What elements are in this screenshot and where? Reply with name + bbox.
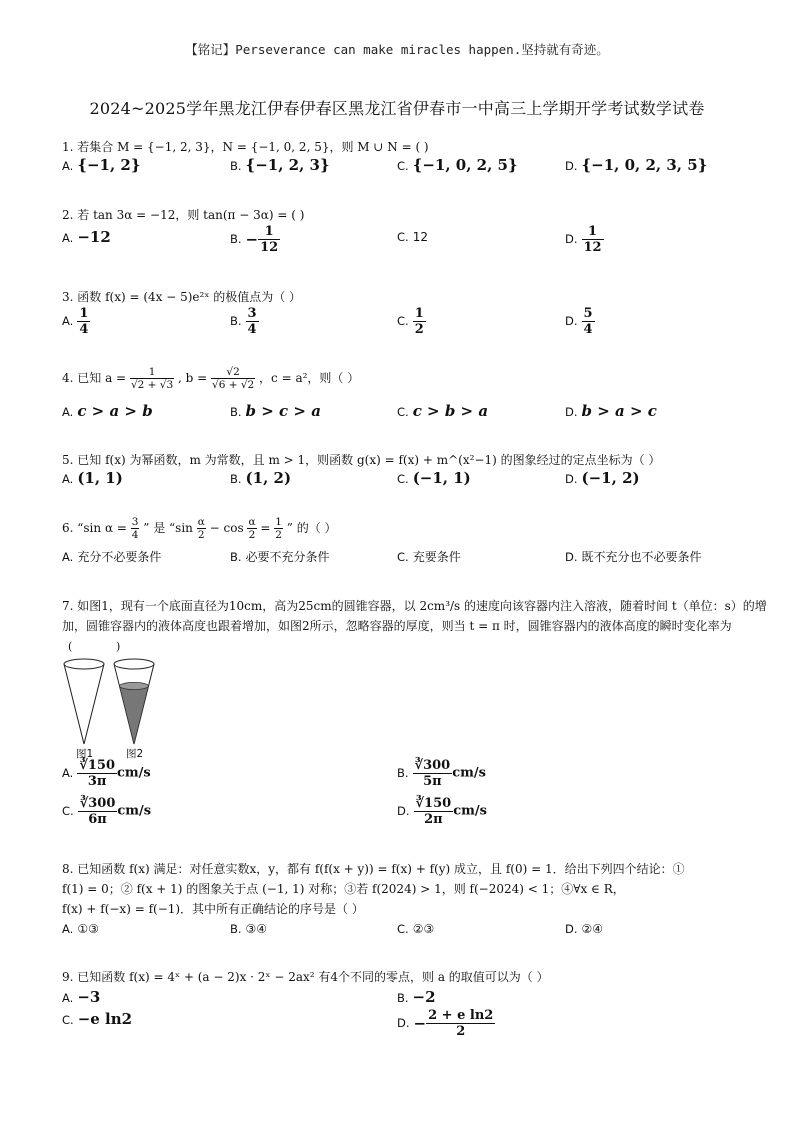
question-7-stem-line-2: 加，圆锥容器内的液体高度也跟着增加，如图2所示，忽略容器的厚度，则当 t = π 时，圆锥容器内的液体高度的瞬时变化率为 <box>62 619 732 633</box>
option-c[interactable]: C. $\frac{1}{2}$ <box>397 306 424 337</box>
question-4-options <box>62 402 752 442</box>
fraction: $\frac{1}{12}$ <box>260 224 279 255</box>
option-a[interactable]: A. (1, 1) <box>62 469 123 487</box>
question-3-options <box>62 306 752 346</box>
option-b[interactable]: B. 必要不充分条件 <box>230 550 330 564</box>
question-5-options <box>62 469 752 509</box>
option-d[interactable]: D. ②④ <box>565 922 604 936</box>
figure-2-caption: 图2 <box>126 748 144 760</box>
option-d[interactable]: D. $\frac{1}{12}$ <box>565 224 602 255</box>
answer-paren-close: ) <box>116 640 121 653</box>
fraction: $\frac{\alpha}{2}$ <box>197 516 205 541</box>
option-c[interactable]: C. −e ln2 <box>62 1010 133 1028</box>
option-a[interactable]: A. −3 <box>62 988 101 1006</box>
cone-diagram <box>62 656 162 750</box>
question-6-options <box>62 548 752 588</box>
fraction: $\frac{√2}{√6 + √2}$ <box>212 366 255 391</box>
fraction: $\frac{∛300}{5\pi}$ <box>414 758 451 789</box>
question-4 <box>62 366 752 420</box>
option-d[interactable]: D. 既不充分也不必要条件 <box>565 550 702 564</box>
question-8-stem-line-3: f(x) + f(−x) = f(−1)．其中所有正确结论的序号是（ ） <box>62 902 364 916</box>
fraction: $\frac{1}{2}$ <box>414 306 424 337</box>
option-c[interactable]: C. (−1, 1) <box>397 469 471 487</box>
question-6 <box>62 516 752 564</box>
option-a[interactable]: A. $\frac{1}{4}$ <box>62 306 89 337</box>
question-1-stem: 1. 若集合 M = {−1, 2, 3}，N = {−1, 0, 2, 5}，则 M ∪ N = ( ) <box>62 140 429 154</box>
option-b[interactable]: B. b > c > a <box>230 402 321 420</box>
question-4-stem: 4. 已知 a = $\frac{1}{√2 + √3}$ , b = $\frac{√2}{√6 + √2}$ ，c = a²，则（ ） <box>62 366 360 391</box>
option-c[interactable]: C. c > b > a <box>397 402 489 420</box>
question-7-options <box>62 758 752 838</box>
option-b[interactable]: B. $\frac{∛300}{5\pi}$ cm/s <box>397 758 486 789</box>
fraction: $\frac{1}{2}$ <box>275 516 282 541</box>
question-2 <box>62 206 752 255</box>
fraction: $\frac{∛300}{6\pi}$ <box>79 796 116 827</box>
option-a[interactable]: A. {−1, 2} <box>62 156 141 174</box>
cone-figure-1 <box>64 659 104 744</box>
question-9 <box>62 968 752 1039</box>
option-b[interactable]: B. −2 <box>397 988 436 1006</box>
answer-paren-open: ( <box>68 640 73 653</box>
option-b[interactable]: B. ③④ <box>230 922 268 936</box>
question-7 <box>62 597 767 633</box>
cone-figure-2 <box>114 659 154 744</box>
option-d[interactable]: D. $\frac{∛150}{2\pi}$ cm/s <box>397 796 487 827</box>
cone-figures <box>62 640 162 760</box>
fraction: $\frac{∛150}{3\pi}$ <box>79 758 116 789</box>
option-d[interactable]: D. b > a > c <box>565 402 657 420</box>
question-9-options <box>62 986 752 1066</box>
question-9-stem: 9. 已知函数 f(x) = 4ˣ + (a − 2)x · 2ˣ − 2ax² 有4个不同的零点，则 a 的取值可以为（ ） <box>62 970 549 984</box>
question-2-stem: 2. 若 tan 3α = −12，则 tan(π − 3α) = ( ) <box>62 208 305 222</box>
question-2-options <box>62 224 752 264</box>
option-b[interactable]: B. (1, 2) <box>230 469 292 487</box>
question-8-options <box>62 920 752 960</box>
option-c[interactable]: C. $\frac{∛300}{6\pi}$ cm/s <box>62 796 152 827</box>
option-a[interactable]: A. c > a > b <box>62 402 153 420</box>
page-title: 2024~2025学年黑龙江伊春伊春区黑龙江省伊春市一中高三上学期开学考试数学试卷 <box>89 99 705 118</box>
fraction: $\frac{1}{12}$ <box>583 224 602 255</box>
fraction: $\frac{3}{4}$ <box>247 306 257 337</box>
question-5-stem: 5. 已知 f(x) 为幂函数，m 为常数，且 m > 1，则函数 g(x) = f(x) + m^(x²−1) 的图象经过的定点坐标为（ ） <box>62 453 661 467</box>
fraction: $\frac{\alpha}{2}$ <box>248 516 256 541</box>
question-8 <box>62 860 752 936</box>
option-d[interactable]: D. $\frac{5}{4}$ <box>565 306 593 337</box>
option-a[interactable]: A. −12 <box>62 228 111 246</box>
fraction: $\frac{1}{√2 + √3}$ <box>130 366 174 391</box>
question-6-stem: 6. “sin α = $\frac{3}{4}$ ” 是 “sin $\frac{\alpha}{2}$ − cos $\frac{\alpha}{2}$ = $\frac{1}{2}$ ” 的（ ） <box>62 516 337 541</box>
fraction: $\frac{3}{4}$ <box>131 516 139 541</box>
option-c[interactable]: C. 充要条件 <box>397 550 461 564</box>
fraction: $\frac{1}{4}$ <box>79 306 89 337</box>
question-1-options <box>62 156 752 196</box>
question-3-stem: 3. 函数 f(x) = (4x − 5)e²ˣ 的极值点为（ ） <box>62 290 302 304</box>
fraction: $\frac{\text{2 + e ln2}}{2}$ <box>428 1008 494 1039</box>
option-a[interactable]: A. 充分不必要条件 <box>62 550 162 564</box>
question-8-stem-line-2: f(1) = 0；② f(x + 1) 的图象关于点 (−1, 1) 对称；③若 f(2024) > 1，则 f(−2024) < 1；④∀x ∈ R， <box>62 882 625 896</box>
fraction: $\frac{∛150}{2\pi}$ <box>415 796 452 827</box>
option-b[interactable]: B. $\frac{3}{4}$ <box>230 306 257 337</box>
option-d[interactable]: D. {−1, 0, 2, 3, 5} <box>565 156 708 174</box>
option-a[interactable]: A. ①③ <box>62 922 99 936</box>
question-1 <box>62 138 752 174</box>
option-d[interactable]: D. − $\frac{\text{2 + e ln2}}{2}$ <box>397 1008 494 1039</box>
option-a[interactable]: A. $\frac{∛150}{3\pi}$ cm/s <box>62 758 151 789</box>
fraction: $\frac{5}{4}$ <box>583 306 593 337</box>
option-d[interactable]: D. (−1, 2) <box>565 469 640 487</box>
option-c[interactable]: C. 12 <box>397 230 428 244</box>
question-5 <box>62 451 752 487</box>
option-b[interactable]: B. − $\frac{1}{12}$ <box>230 224 279 255</box>
question-3 <box>62 288 752 337</box>
question-7-stem-line-1: 7. 如图1，现有一个底面直径为10cm，高为25cm的圆锥容器，以 2cm³/s 的速度向该容器内注入溶液，随着时间 t（单位：s）的增 <box>62 599 767 613</box>
figure-1-caption: 图1 <box>76 748 94 760</box>
question-8-stem-line-1: 8. 已知函数 f(x) 满足：对任意实数x，y，都有 f(f(x + y)) = f(x) + f(y) 成立，且 f(0) = 1．给出下列四个结论：① <box>62 862 685 876</box>
option-c[interactable]: C. {−1, 0, 2, 5} <box>397 156 518 174</box>
header-motto: 【铭记】Perseverance can make miracles happen.坚持就有奇迹。 <box>185 42 609 57</box>
option-b[interactable]: B. {−1, 2, 3} <box>230 156 330 174</box>
option-c[interactable]: C. ②③ <box>397 922 435 936</box>
